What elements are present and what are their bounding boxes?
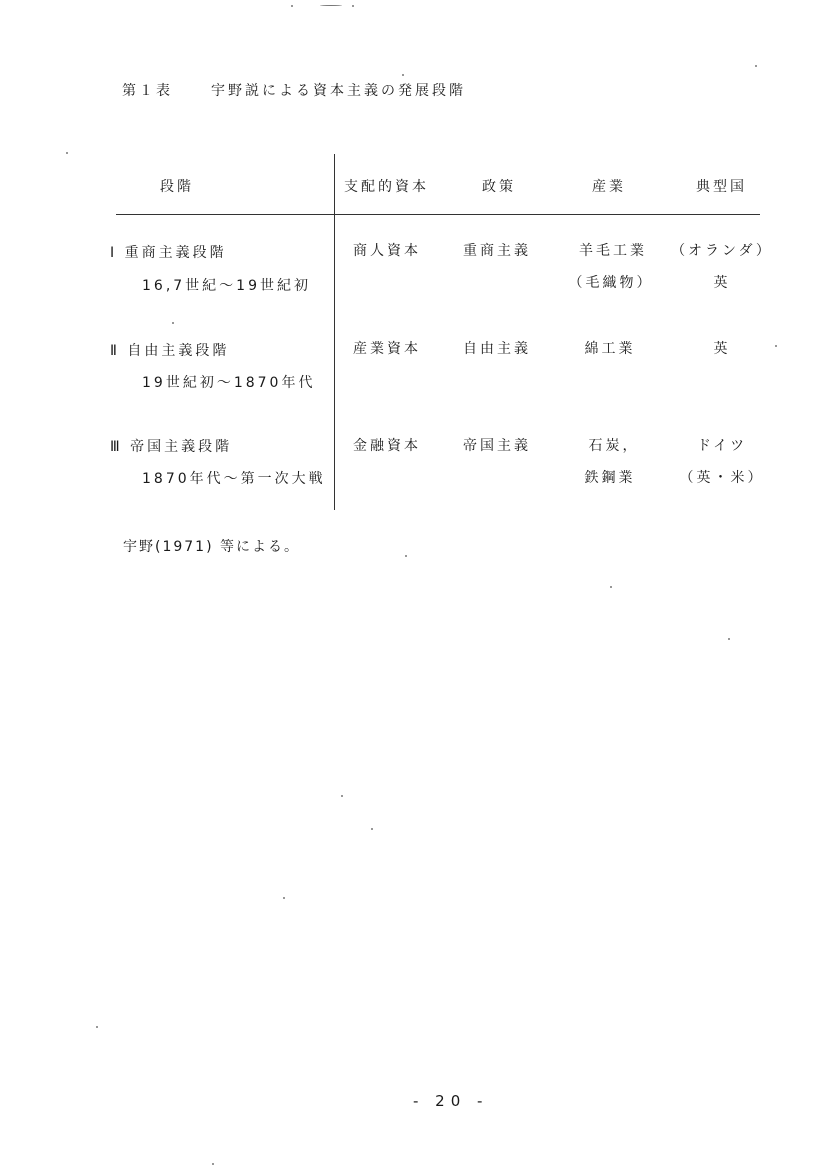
column-divider [334, 154, 335, 510]
scan-speck [66, 152, 68, 154]
table-title: 宇野説による資本主義の発展段階 [211, 83, 466, 99]
scan-speck [172, 322, 174, 324]
row-stage: Ⅲ 帝国主義段階 [110, 439, 233, 455]
scan-speck [402, 74, 404, 76]
row-capital: 産業資本 [353, 341, 421, 357]
row-country-1: （オランダ） [671, 243, 773, 259]
row-stage: Ⅰ 重商主義段階 [110, 245, 227, 261]
scan-speck [341, 795, 343, 797]
row-industry-2: 鉄鋼業 [584, 470, 636, 486]
scan-speck [405, 555, 407, 557]
header-stage: 段階 [160, 179, 194, 195]
scan-speck [283, 897, 285, 899]
row-industry-1: 石炭， [588, 438, 640, 454]
row-industry-1: 羊毛工業 [579, 243, 647, 259]
table-caption [122, 80, 466, 100]
scan-speck [775, 345, 777, 347]
row-industry-2: （毛織物） [568, 275, 654, 291]
header-capital: 支配的資本 [344, 179, 429, 195]
scan-speck [728, 638, 730, 640]
scan-speck [212, 1163, 214, 1165]
header-industry: 産業 [592, 179, 626, 195]
header-policy: 政策 [482, 179, 516, 195]
row-period: 16,7世紀～19世紀初 [142, 278, 311, 294]
page-number: - 20 - [413, 1092, 489, 1110]
scan-speck [371, 828, 373, 830]
table-number: 第１表 [122, 83, 173, 99]
scan-speck [320, 5, 342, 6]
source-note: 宇野(1971) 等による。 [123, 539, 301, 555]
row-stage: Ⅱ 自由主義段階 [110, 343, 230, 359]
scan-speck [291, 5, 293, 7]
row-policy: 重商主義 [463, 243, 531, 259]
row-capital: 金融資本 [353, 438, 421, 454]
row-country-1: ドイツ [696, 438, 748, 454]
row-policy: 自由主義 [463, 341, 531, 357]
row-policy: 帝国主義 [463, 438, 531, 454]
scan-speck [755, 65, 757, 67]
header-country: 典型国 [696, 179, 747, 195]
header-divider [116, 214, 760, 215]
scan-speck [352, 5, 354, 7]
row-period: 19世紀初～1870年代 [142, 375, 316, 391]
scan-speck [610, 586, 612, 588]
row-country-2: 英 [713, 275, 731, 291]
row-country-2: （英・米） [679, 470, 765, 486]
scan-speck [96, 1026, 98, 1028]
row-country-1: 英 [713, 341, 731, 357]
row-capital: 商人資本 [353, 243, 421, 259]
row-period: 1870年代～第一次大戦 [142, 471, 326, 487]
row-industry-1: 綿工業 [584, 341, 636, 357]
